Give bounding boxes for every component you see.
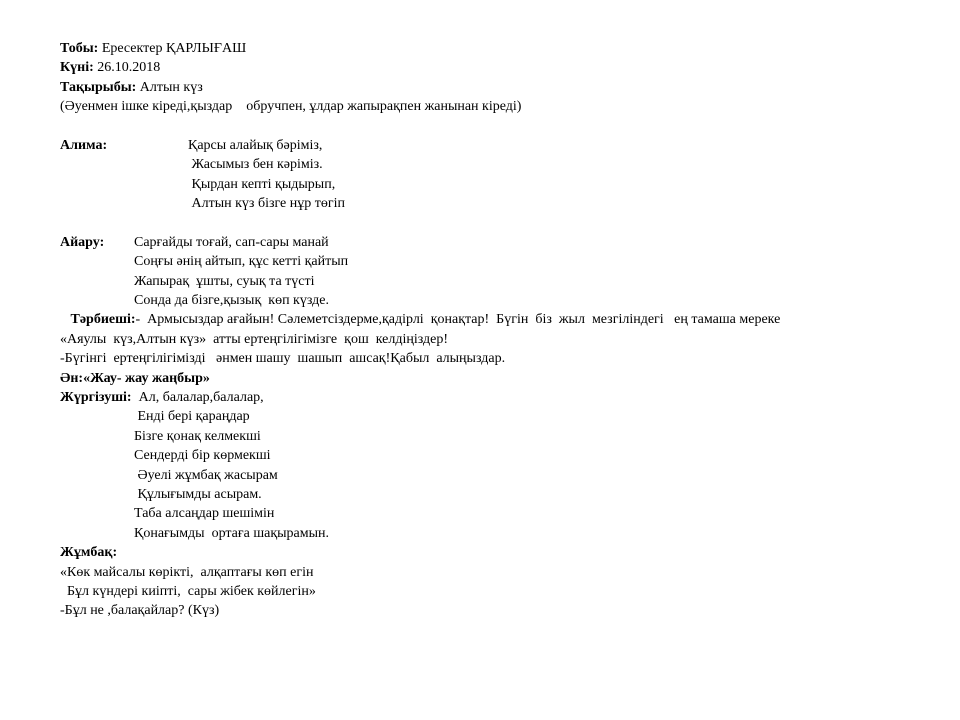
host-verse-2: Енді бері қараңдар <box>134 409 250 425</box>
stage-note: (Әуенмен ішке кіреді,қыздар обручпен, ұлдар жапырақпен жанынан кіреді) <box>60 99 522 115</box>
teacher-speech-3: -Бүгінгі ертеңгілігімізді әнмен шашу шашып ашсақ!Қабыл алыңыздар. <box>60 351 506 367</box>
topic-value: Алтын күз <box>136 79 203 95</box>
alima-verse-1: Қарсы алайық бәріміз, <box>188 137 323 153</box>
host-verse-7: Таба алсаңдар шешімін <box>134 506 275 522</box>
spacer <box>60 117 940 136</box>
group-label: Тобы: <box>60 41 99 56</box>
alima-verse-2: Жасымыз бен кәріміз. <box>188 157 323 173</box>
aiaru-verse-1: Сарғайды тоғай, сап-сары манай <box>134 234 329 250</box>
song-title: Ән:«Жау- жау жаңбыр» <box>60 370 210 386</box>
topic-line <box>60 78 940 97</box>
aiaru-label: Айару: <box>60 234 105 250</box>
host-verse-8: Қонағымды ортаға шақырамын. <box>134 525 330 541</box>
date-line <box>60 58 940 77</box>
riddle-line-1: «Көк майсалы көрікті, алқаптағы көп егін <box>60 564 314 580</box>
teacher-line-1 <box>60 310 940 329</box>
host-verse-4: Сендерді бір көрмекші <box>134 448 271 464</box>
riddle-line-2: Бұл күндері киіпті, сары жібек көйлегін» <box>60 583 316 599</box>
teacher-speech-2: «Аяулы күз,Алтын күз» атты ертеңгілігімізге қош келдіңіздер! <box>60 331 449 347</box>
date-value: 26.10.2018 <box>93 60 161 76</box>
group-value: Ересектер ҚАРЛЫҒАШ <box>98 41 247 56</box>
date-label: Күні: <box>60 60 94 76</box>
aiaru-line-1 <box>60 233 940 252</box>
aiaru-verse-4: Сонда да бізге,қызық көп күзде. <box>134 293 329 309</box>
host-label: Жүргізуші: <box>60 390 132 406</box>
teacher-label: Тәрбиеші: <box>70 312 136 328</box>
host-line-1 <box>60 388 940 407</box>
teacher-speech-1: - Армысыздар ағайын! Сәлеметсіздерме,қадірлі қонақтар! Бүгін біз жыл мезгіліндегі ең тамаша мереке <box>135 312 781 328</box>
spacer <box>60 214 940 233</box>
riddle-line-3: -Бұл не ,балақайлар? (Күз) <box>60 603 220 619</box>
host-verse-3: Бізге қонақ келмекші <box>134 428 261 444</box>
riddle-label: Жұмбақ: <box>60 545 118 561</box>
aiaru-verse-3: Жапырақ ұшты, суық та түсті <box>134 273 315 289</box>
alima-verse-3: Қырдан кепті қыдырып, <box>188 176 336 192</box>
alima-line-1 <box>60 136 940 155</box>
alima-label: Алима: <box>60 137 108 153</box>
document-page <box>60 39 940 621</box>
aiaru-verse-2: Соңғы әнің айтып, құс кетті қайтып <box>134 254 349 270</box>
host-verse-1: Ал, балалар,балалар, <box>131 390 264 406</box>
alima-verse-4: Алтын күз бізге нұр төгіп <box>188 196 345 212</box>
topic-label: Тақырыбы: <box>60 79 137 95</box>
host-verse-5: Әуелі жұмбақ жасырам <box>134 467 278 483</box>
host-verse-6: Құлығымды асырам. <box>134 486 262 502</box>
group-line <box>60 39 940 58</box>
